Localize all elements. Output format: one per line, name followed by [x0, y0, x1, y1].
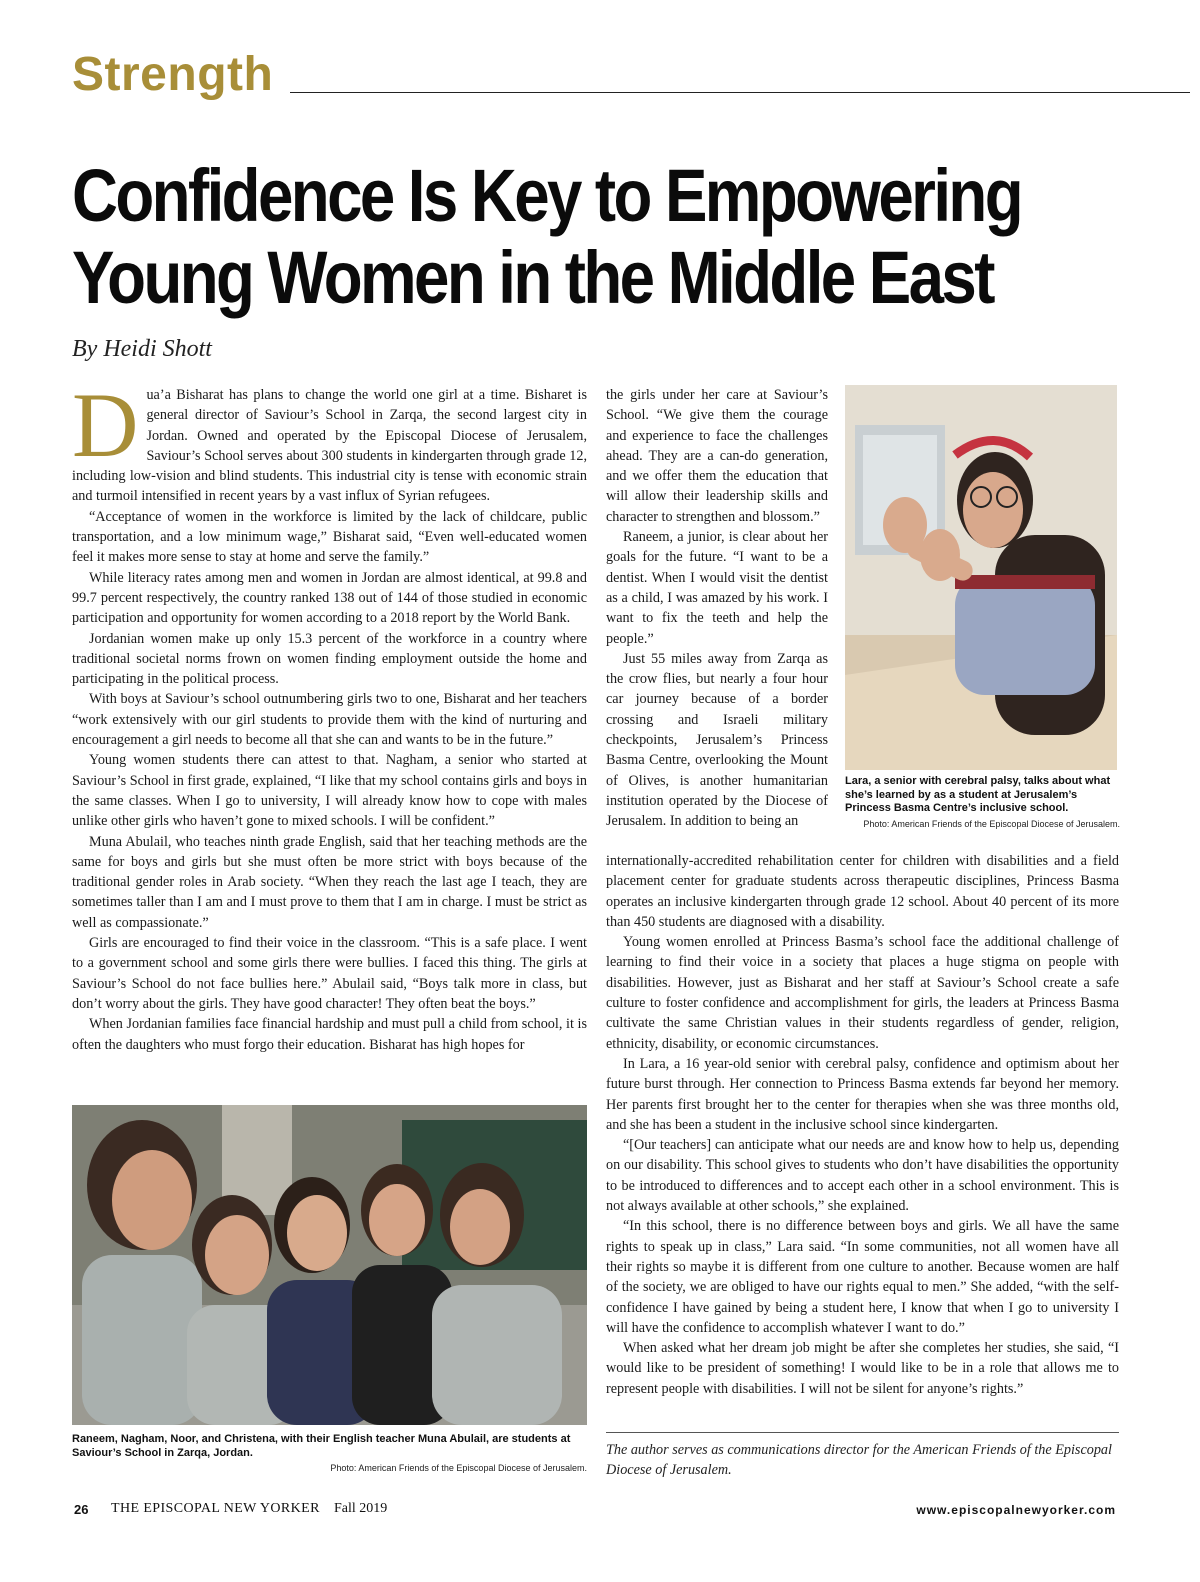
section-rule: [290, 92, 1190, 93]
article-headline: [72, 154, 1022, 319]
group-photo: [72, 1105, 587, 1425]
paragraph: When Jordanian families face financial hardship and must pull a child from school, it is often the daughters who must forgo their education. Bisharat has high hopes for: [72, 1016, 587, 1053]
paragraph: Young women students there can attest to that. Nagham, a senior who started at Saviour’s School in first grade, explained, “I like that my school contains girls and boys in the same classes. When I go to university, I will already know how to cope with males unlike other girls who haven’t gone to mixed schools. I will be confident.”: [72, 752, 587, 830]
paragraph: internationally-accredited rehabilitation center for children with disabilities and a field placement center for graduate students across therapeutic disciplines, Princess Basma operates an inclusive kindergarten through grade 12 school. About 40 percent of its more than 450 students are diagnosed with a disability.: [606, 853, 1119, 930]
section-label: Strength: [72, 48, 274, 101]
publication-name: THE EPISCOPAL NEW YORKER: [111, 1501, 320, 1516]
lara-photo-illustration: [845, 385, 1117, 770]
paragraph: Jordanian women make up only 15.3 percent of the workforce in a country where traditional societal norms frown on women finding employment outside the home and participating in the political process.: [72, 630, 587, 688]
paragraph: With boys at Saviour’s school outnumbering girls two to one, Bisharat and her teachers “work extensively with our girl students to provide them with the kind of nurturing and encouragement a girl needs to become all that she can and wants to be in the future.”: [72, 691, 587, 749]
paragraph: “In this school, there is no difference between boys and girls. We all have the same rights to speak up in class,” Lara said. “In some communities, not all women have all their rights so maybe it is different from one culture to another. Because women are half of the society, we are obliged to have our rights equal to men.” She added, “with the self-confidence I have gained by being a student here, I know that when I go to university I will have the confidence to accomplish whatever I want to do.”: [606, 1218, 1119, 1336]
paragraph: When asked what her dream job might be after she completes her studies, she said, “I would like to be president of something! I would like to be in a role that allows me to represent people with disabilities. I will not be silent for anyone’s rights.”: [606, 1340, 1119, 1397]
paragraph: Young women enrolled at Princess Basma’s school face the additional challenge of learning to find their voice in a society that places a huge stigma on people with disabilities. However, just as Bisharat and her staff at Saviour’s School create a safe culture to foster confidence and accomplishment for girls, the leaders at Princess Basma cultivate the same Christian values in their students regardless of gender, religion, ethnicity, disability, or economic circumstances.: [606, 934, 1119, 1052]
issue-date: Fall 2019: [334, 1501, 388, 1516]
paragraph: “[Our teachers] can anticipate what our needs are and know how to help us, depending on our disability. This school gives to students who don’t have disabilities the opportunity to be introduced to differences and to accept each other in a school environment. This is not always available at other schools,” she explained.: [606, 1137, 1119, 1215]
paragraph: “Acceptance of women in the workforce is limited by the lack of childcare, public transportation, and a low minimum wage,” Bisharat said, “Even well-educated women feel it makes more sense to stay at home and serve the family.”: [72, 508, 587, 566]
paragraph: Just 55 miles away from Zarqa as the crow flies, but nearly a four hour car journey because of a border crossing and Israeli military checkpoints, Jerusalem’s Princess Basma Centre, overlooking the Mount of Olives, is another humanitarian institution operated by the Diocese of Jerusalem. In addition to being an: [606, 650, 828, 830]
drop-cap: D: [72, 374, 139, 476]
article-column-1: [72, 374, 587, 1055]
paragraph: Dua’a Bisharat has plans to change the world one girl at a time. Bisharet is general director of Saviour’s School in Zarqa, the second largest city in Jordan. Owned and operated by the Episcopal Diocese of Jerusalem, Saviour’s School serves about 300 students in kindergarten through grade 12, including low-vision and blind students. This industrial city is tense with economic strain and turmoil intensified in recent years by a vast influx of Syrian refugees.: [72, 374, 587, 505]
headline-line-2: Young Women in the Middle East: [72, 236, 993, 319]
website-link[interactable]: www.episcopalnewyorker.com: [916, 1503, 1116, 1517]
lara-photo: [845, 385, 1117, 770]
lara-photo-caption: Lara, a senior with cerebral palsy, talks about what she’s learned by as a student at Jerusalem’s Princess Basma Centre’s inclusive school.: [845, 775, 1111, 814]
lara-photo-credit: Photo: American Friends of the Episcopal Diocese of Jerusalem.: [863, 819, 1120, 829]
paragraph: Muna Abulail, who teaches ninth grade English, said that her teaching methods are the same for boys and girls but she must often be more strict with boys because of the traditional gender roles in Arab society. “When they reach the last age I teach, they are sometimes taller than I am and I must prove to them that I am in charge. I must be strict as well as compassionate.”: [72, 833, 587, 931]
byline: By Heidi Shott: [72, 336, 212, 362]
page-number: 26: [74, 1502, 89, 1517]
paragraph: While literacy rates among men and women in Jordan are almost identical, at 99.8 and 99.7 percent respectively, the country ranked 138 out of 144 of those studied in economic participation and opportunity for women according to a 2018 report by the World Bank.: [72, 569, 587, 627]
paragraph: In Lara, a 16 year-old senior with cerebral palsy, confidence and optimism about her future burst through. Her connection to Princess Basma extends far beyond her memory. Her parents first brought her to the center for therapies when she was three months old, and she has been a student in the inclusive school since kindergarten.: [606, 1055, 1119, 1133]
author-note: The author serves as communications director for the American Friends of the Episcopal Diocese of Jerusalem.: [606, 1442, 1112, 1478]
article-column-2-lower: [606, 851, 1119, 1399]
paragraph: Girls are encouraged to find their voice in the classroom. “This is a safe place. I went to a government school and some girls there were bullies. I faced this thing. The girls at Saviour’s School do not face bullies here.” Abulail said, “Boys talk more in class, but don’t worry about the girls. They have good character! They often beat the boys.”: [72, 935, 587, 1012]
author-note-rule: [606, 1432, 1119, 1433]
group-photo-credit: Photo: American Friends of the Episcopal Diocese of Jerusalem.: [330, 1463, 587, 1473]
paragraph: Raneem, a junior, is clear about her goals for the future. “I want to be a dentist. When I would visit the dentist as a child, I was amazed by his work. I want to fix the teeth and help the people.”: [606, 529, 828, 647]
article-column-2-upper: [606, 385, 828, 832]
paragraph: the girls under her care at Saviour’s School. “We give them the courage and experience to face the challenges ahead. They are a can-do generation, and we offer them the education that will allow their leadership skills and character to strengthen and blossom.”: [606, 387, 828, 525]
group-photo-caption: Raneem, Nagham, Noor, and Christena, with their English teacher Muna Abulail, are students at Saviour’s School in Zarqa, Jordan.: [72, 1433, 571, 1459]
group-photo-illustration: [72, 1105, 587, 1425]
headline-line-1: Confidence Is Key to Empowering: [72, 154, 1022, 237]
